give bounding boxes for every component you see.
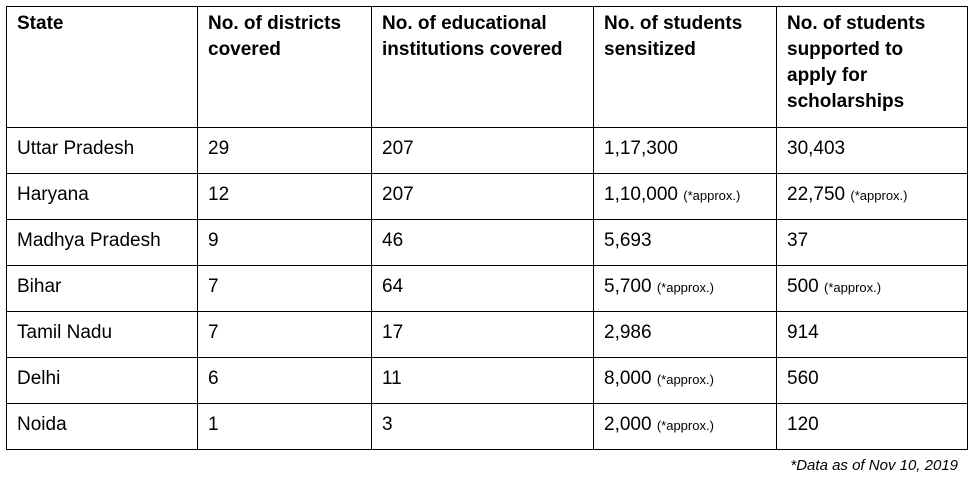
cell-districts: 7 <box>198 266 372 312</box>
cell-state: Madhya Pradesh <box>7 220 198 266</box>
supported-value: 500 <box>787 276 819 297</box>
cell-state: Noida <box>7 404 198 450</box>
cell-institutions: 17 <box>372 312 594 358</box>
cell-sensitized <box>594 266 777 312</box>
cell-districts: 12 <box>198 174 372 220</box>
cell-sensitized <box>594 174 777 220</box>
data-date-footnote: *Data as of Nov 10, 2019 <box>790 457 958 474</box>
cell-districts: 29 <box>198 128 372 174</box>
cell-supported <box>777 312 968 358</box>
cell-sensitized <box>594 220 777 266</box>
approx-note: (*approx.) <box>683 188 741 203</box>
header-students-sensitized: No. of students sensitized <box>594 7 777 128</box>
table-row <box>7 220 968 266</box>
approx-note: (*approx.) <box>823 280 882 295</box>
cell-state: Haryana <box>7 174 198 220</box>
cell-districts: 9 <box>198 220 372 266</box>
supported-value: 560 <box>787 368 819 389</box>
sensitized-value: 5,700 <box>604 276 652 297</box>
approx-note: (*approx.) <box>656 372 714 387</box>
cell-sensitized <box>594 358 777 404</box>
cell-sensitized <box>594 404 777 450</box>
table-row <box>7 358 968 404</box>
header-districts: No. of districts covered <box>198 7 372 128</box>
table-row <box>7 174 968 220</box>
header-students-supported: No. of students supported to apply for scholarships <box>777 7 968 128</box>
cell-supported <box>777 220 968 266</box>
approx-note: (*approx.) <box>656 418 714 433</box>
cell-institutions: 11 <box>372 358 594 404</box>
table-row <box>7 128 968 174</box>
cell-supported <box>777 266 968 312</box>
supported-value: 37 <box>787 230 809 251</box>
cell-supported <box>777 404 968 450</box>
cell-institutions: 207 <box>372 174 594 220</box>
cell-institutions: 3 <box>372 404 594 450</box>
cell-districts: 7 <box>198 312 372 358</box>
cell-districts: 6 <box>198 358 372 404</box>
supported-value: 120 <box>787 414 819 435</box>
table-header-row <box>7 7 968 128</box>
table-row <box>7 312 968 358</box>
supported-value: 914 <box>787 322 819 343</box>
cell-institutions: 46 <box>372 220 594 266</box>
cell-districts: 1 <box>198 404 372 450</box>
cell-institutions: 64 <box>372 266 594 312</box>
header-state: State <box>7 7 198 128</box>
cell-supported <box>777 358 968 404</box>
cell-sensitized <box>594 312 777 358</box>
cell-state: Tamil Nadu <box>7 312 198 358</box>
sensitized-value: 5,693 <box>604 230 652 251</box>
sensitized-value: 1,17,300 <box>604 138 678 159</box>
cell-sensitized <box>594 128 777 174</box>
table-row <box>7 404 968 450</box>
cell-state: Bihar <box>7 266 198 312</box>
approx-note: (*approx.) <box>850 188 908 203</box>
supported-value: 22,750 <box>787 184 846 205</box>
sensitized-value: 8,000 <box>604 368 652 389</box>
sensitized-value: 2,986 <box>604 322 652 343</box>
cell-institutions: 207 <box>372 128 594 174</box>
scholarship-outreach-table <box>6 6 968 450</box>
approx-note: (*approx.) <box>656 280 714 295</box>
header-institutions: No. of educational institutions covered <box>372 7 594 128</box>
supported-value: 30,403 <box>787 138 846 159</box>
cell-supported <box>777 128 968 174</box>
cell-supported <box>777 174 968 220</box>
cell-state: Uttar Pradesh <box>7 128 198 174</box>
cell-state: Delhi <box>7 358 198 404</box>
table-row <box>7 266 968 312</box>
sensitized-value: 1,10,000 <box>604 184 678 205</box>
sensitized-value: 2,000 <box>604 414 652 435</box>
